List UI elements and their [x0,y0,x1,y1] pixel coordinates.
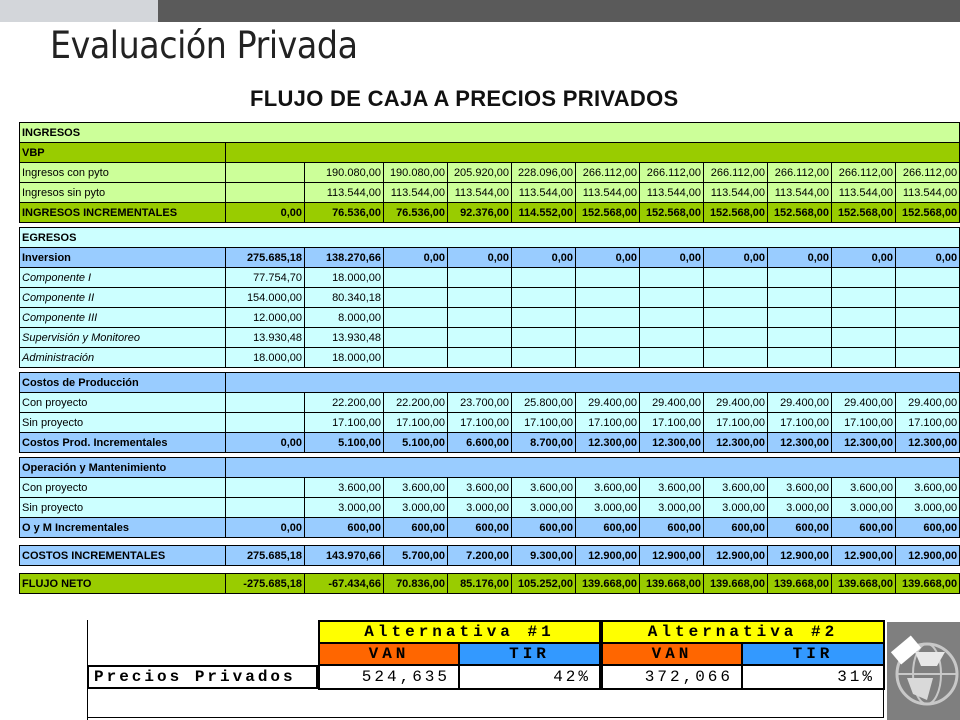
cell-year-3: 3.000,00 [448,498,512,518]
cell-year-3: 3.600,00 [448,478,512,498]
cell-year-8: 600,00 [768,518,832,538]
cell-year-3 [448,348,512,368]
cell-year-3: 0,00 [448,248,512,268]
cell-year-5: 3.000,00 [576,498,640,518]
cell-year-8 [768,328,832,348]
cell-year-1: 3.600,00 [305,478,384,498]
cell-year-1: 8.000,00 [305,308,384,328]
cell-year-7: 29.400,00 [704,393,768,413]
cell-year-6: 29.400,00 [640,393,704,413]
cell-year-5: 29.400,00 [576,393,640,413]
cell-year-1: 113.544,00 [305,183,384,203]
cell-year-4: 105.252,00 [512,574,576,594]
cell-year-4 [512,288,576,308]
spacer-cell [20,538,960,546]
cell-year-3: 113.544,00 [448,183,512,203]
cell-year-7 [704,348,768,368]
cell-year-2 [384,288,448,308]
cell-year-3: 6.600,00 [448,433,512,453]
row-label: Ingresos con pyto [20,163,226,183]
cell-year-7 [704,308,768,328]
cell-year-5: 600,00 [576,518,640,538]
row-ingresos-sin-proyecto [20,183,960,203]
cell-year-1: 18.000,00 [305,268,384,288]
cell-year-9 [832,308,896,328]
cell-base-year: 275.685,18 [226,248,305,268]
cell-year-5: 113.544,00 [576,183,640,203]
cell-year-3: 205.920,00 [448,163,512,183]
cell-year-7 [704,328,768,348]
cell-year-10: 0,00 [896,248,960,268]
row-label: Sin proyecto [20,498,226,518]
cell-year-9: 600,00 [832,518,896,538]
cell-year-3: 23.700,00 [448,393,512,413]
cell-year-7: 152.568,00 [704,203,768,223]
row-label: FLUJO NETO [20,574,226,594]
row-spacer [20,538,960,546]
row-inversion [20,248,960,268]
cell-base-year [226,478,305,498]
row-label: Componente III [20,308,226,328]
cell-year-3: 7.200,00 [448,546,512,566]
cell-year-6: 0,00 [640,248,704,268]
cell-year-10 [896,328,960,348]
cell-year-9: 152.568,00 [832,203,896,223]
cash-flow-table [19,122,960,594]
cell-year-6 [640,348,704,368]
cell-year-5: 266.112,00 [576,163,640,183]
cell-year-9: 0,00 [832,248,896,268]
alternative-2-tir-value: 31% [743,666,883,688]
cell-year-4: 25.800,00 [512,393,576,413]
cell-year-1: -67.434,66 [305,574,384,594]
row-label: Administración [20,348,226,368]
cell-base-year: 0,00 [226,203,305,223]
cell-year-5: 152.568,00 [576,203,640,223]
row-administracion [20,348,960,368]
cell-year-9: 3.000,00 [832,498,896,518]
cell-year-8: 3.600,00 [768,478,832,498]
row-supervision [20,328,960,348]
cell-year-3 [448,328,512,348]
cell-year-5: 139.668,00 [576,574,640,594]
cell-base-year: 12.000,00 [226,308,305,328]
cell-year-9: 12.900,00 [832,546,896,566]
alternative-1-van-value: 524,635 [320,666,460,688]
cell-year-10: 12.900,00 [896,546,960,566]
cell-year-6: 139.668,00 [640,574,704,594]
cell-year-4: 228.096,00 [512,163,576,183]
row-label: O y M Incrementales [20,518,226,538]
cell-year-1: 3.000,00 [305,498,384,518]
cell-year-6: 12.900,00 [640,546,704,566]
cell-year-8: 0,00 [768,248,832,268]
cell-year-3: 92.376,00 [448,203,512,223]
cell-year-6: 3.000,00 [640,498,704,518]
row-label: Con proyecto [20,393,226,413]
cell-year-7: 139.668,00 [704,574,768,594]
cell-base-year: 0,00 [226,518,305,538]
cell-year-10: 17.100,00 [896,413,960,433]
cadi-globe-logo-icon [887,622,960,720]
cell-year-2 [384,328,448,348]
page-title: Evaluación Privada [50,24,358,67]
cell-year-5: 12.300,00 [576,433,640,453]
row-label: Componente I [20,268,226,288]
alternative-2-van-header: VAN [603,644,743,666]
cell-year-6: 600,00 [640,518,704,538]
cell-year-5 [576,268,640,288]
cell-year-8: 266.112,00 [768,163,832,183]
cell-year-7: 17.100,00 [704,413,768,433]
cell-year-7: 113.544,00 [704,183,768,203]
summary-bottom-area [87,689,884,718]
row-componente-3 [20,308,960,328]
cell-year-9: 266.112,00 [832,163,896,183]
cell-year-9: 17.100,00 [832,413,896,433]
cell-year-1: 143.970,66 [305,546,384,566]
section-label: Costos de Producción [20,373,226,393]
cell-year-3: 17.100,00 [448,413,512,433]
cell-year-3: 600,00 [448,518,512,538]
cell-base-year: -275.685,18 [226,574,305,594]
cell-year-6 [640,268,704,288]
cell-year-9: 139.668,00 [832,574,896,594]
row-label: INGRESOS INCREMENTALES [20,203,226,223]
row-label: Componente II [20,288,226,308]
cell-base-year: 0,00 [226,433,305,453]
cell-year-2 [384,308,448,328]
cell-year-2: 5.700,00 [384,546,448,566]
row-oym-sin-proyecto [20,498,960,518]
cell-year-10: 3.600,00 [896,478,960,498]
cell-year-5: 0,00 [576,248,640,268]
cell-year-6 [640,288,704,308]
cell-year-1: 22.200,00 [305,393,384,413]
cell-year-4 [512,268,576,288]
cell-year-10: 600,00 [896,518,960,538]
cell-year-10 [896,268,960,288]
cell-year-8 [768,268,832,288]
cell-year-10: 139.668,00 [896,574,960,594]
cell-year-10: 113.544,00 [896,183,960,203]
cell-year-2: 190.080,00 [384,163,448,183]
cell-year-1: 138.270,66 [305,248,384,268]
row-oym-incrementales [20,518,960,538]
cell-year-8: 17.100,00 [768,413,832,433]
cell-year-9 [832,328,896,348]
summary-row-label: Precios Privados [87,665,318,689]
cell-year-2: 76.536,00 [384,203,448,223]
cell-year-10 [896,348,960,368]
alternative-1-van-header: VAN [320,644,460,666]
section-label: EGRESOS [20,228,960,248]
cell-base-year [226,163,305,183]
cell-year-9: 29.400,00 [832,393,896,413]
cell-year-7: 3.000,00 [704,498,768,518]
cell-year-4: 113.544,00 [512,183,576,203]
cell-year-8 [768,308,832,328]
cell-base-year [226,183,305,203]
cell-year-7: 600,00 [704,518,768,538]
cell-year-7: 266.112,00 [704,163,768,183]
cell-year-7: 0,00 [704,248,768,268]
cell-year-2: 5.100,00 [384,433,448,453]
cell-year-8 [768,288,832,308]
cell-year-7: 3.600,00 [704,478,768,498]
cell-year-2: 113.544,00 [384,183,448,203]
cell-year-9 [832,268,896,288]
cell-year-5 [576,288,640,308]
cell-year-4 [512,328,576,348]
cell-year-2: 22.200,00 [384,393,448,413]
spacer-cell [20,566,960,574]
cell-year-2: 600,00 [384,518,448,538]
row-oym-con-proyecto [20,478,960,498]
cell-base-year [226,413,305,433]
cell-year-2 [384,348,448,368]
cell-year-1: 80.340,18 [305,288,384,308]
cell-year-6 [640,328,704,348]
cell-year-1: 190.080,00 [305,163,384,183]
cell-year-8 [768,348,832,368]
alternative-2-title: Alternativa #2 [603,622,883,644]
cell-base-year: 77.754,70 [226,268,305,288]
cell-year-1: 13.930,48 [305,328,384,348]
cell-year-9: 113.544,00 [832,183,896,203]
cell-year-3: 85.176,00 [448,574,512,594]
cell-year-4: 0,00 [512,248,576,268]
cell-year-4: 114.552,00 [512,203,576,223]
top-bar-dark [158,0,960,22]
section-label: VBP [20,143,226,163]
cell-year-10: 152.568,00 [896,203,960,223]
row-ingresos-con-proyecto [20,163,960,183]
cell-year-5 [576,308,640,328]
cell-year-6: 12.300,00 [640,433,704,453]
row-label: Con proyecto [20,478,226,498]
section-label: Operación y Mantenimiento [20,458,226,478]
cell-year-3 [448,308,512,328]
cell-year-2: 17.100,00 [384,413,448,433]
cell-year-9: 12.300,00 [832,433,896,453]
cell-year-7 [704,268,768,288]
ingresos-header [20,123,960,143]
egresos-header [20,228,960,248]
row-componente-2 [20,288,960,308]
section-fill [226,143,960,163]
oym-header [20,458,960,478]
table-subtitle: FLUJO DE CAJA A PRECIOS PRIVADOS [250,86,679,111]
top-bar-light [0,0,158,22]
cell-year-10: 266.112,00 [896,163,960,183]
cell-year-2 [384,268,448,288]
row-label: Ingresos sin pyto [20,183,226,203]
cell-year-10: 29.400,00 [896,393,960,413]
cell-base-year: 18.000,00 [226,348,305,368]
cell-year-7: 12.300,00 [704,433,768,453]
cell-base-year: 154.000,00 [226,288,305,308]
alternative-1-tir-header: TIR [460,644,599,666]
cell-year-10: 12.300,00 [896,433,960,453]
costos-produccion-header [20,373,960,393]
cell-year-8: 152.568,00 [768,203,832,223]
cell-year-2: 70.836,00 [384,574,448,594]
alternative-2-van-value: 372,066 [603,666,743,688]
section-fill [226,373,960,393]
row-spacer [20,566,960,574]
cell-year-5: 3.600,00 [576,478,640,498]
section-label: INGRESOS [20,123,960,143]
cell-year-8: 3.000,00 [768,498,832,518]
row-costos-incrementales-total [20,546,960,566]
cell-year-10: 3.000,00 [896,498,960,518]
cell-year-2: 3.000,00 [384,498,448,518]
alternative-2-tir-header: TIR [743,644,883,666]
cell-base-year [226,393,305,413]
row-label: Supervisión y Monitoreo [20,328,226,348]
cell-year-1: 17.100,00 [305,413,384,433]
cell-year-6: 266.112,00 [640,163,704,183]
vbp-header [20,143,960,163]
cell-base-year: 275.685,18 [226,546,305,566]
cell-year-6 [640,308,704,328]
row-ingresos-incrementales [20,203,960,223]
cell-year-7: 12.900,00 [704,546,768,566]
cell-year-4 [512,348,576,368]
row-costos-con-proyecto [20,393,960,413]
cell-year-10 [896,308,960,328]
row-label: Costos Prod. Incrementales [20,433,226,453]
row-costos-incrementales [20,433,960,453]
section-fill [226,458,960,478]
cell-year-8: 29.400,00 [768,393,832,413]
cell-year-4: 9.300,00 [512,546,576,566]
cell-year-5 [576,348,640,368]
cell-year-1: 600,00 [305,518,384,538]
cell-year-7 [704,288,768,308]
cell-base-year: 13.930,48 [226,328,305,348]
cell-year-8: 12.300,00 [768,433,832,453]
cell-year-9 [832,348,896,368]
cell-year-3 [448,268,512,288]
cell-year-4: 3.600,00 [512,478,576,498]
row-costos-sin-proyecto [20,413,960,433]
cell-year-4 [512,308,576,328]
cell-year-6: 3.600,00 [640,478,704,498]
alternative-1-box [318,620,601,690]
row-flujo-neto [20,574,960,594]
alternative-1-title: Alternativa #1 [320,622,599,644]
cell-year-4: 8.700,00 [512,433,576,453]
cell-year-8: 139.668,00 [768,574,832,594]
cell-year-2: 0,00 [384,248,448,268]
cell-year-1: 5.100,00 [305,433,384,453]
cell-year-5 [576,328,640,348]
cell-year-4: 600,00 [512,518,576,538]
cell-year-8: 113.544,00 [768,183,832,203]
row-label: COSTOS INCREMENTALES [20,546,226,566]
cell-year-6: 17.100,00 [640,413,704,433]
cell-year-6: 113.544,00 [640,183,704,203]
cell-year-1: 18.000,00 [305,348,384,368]
cell-year-6: 152.568,00 [640,203,704,223]
cell-year-4: 3.000,00 [512,498,576,518]
cell-base-year [226,498,305,518]
cell-year-5: 12.900,00 [576,546,640,566]
cell-year-1: 76.536,00 [305,203,384,223]
cell-year-8: 12.900,00 [768,546,832,566]
cell-year-5: 17.100,00 [576,413,640,433]
row-label: Inversion [20,248,226,268]
row-label: Sin proyecto [20,413,226,433]
cell-year-4: 17.100,00 [512,413,576,433]
cell-year-10 [896,288,960,308]
cell-year-3 [448,288,512,308]
cell-year-9: 3.600,00 [832,478,896,498]
cell-year-9 [832,288,896,308]
cell-year-2: 3.600,00 [384,478,448,498]
row-componente-1 [20,268,960,288]
alternative-2-box [601,620,885,690]
alternative-1-tir-value: 42% [460,666,599,688]
